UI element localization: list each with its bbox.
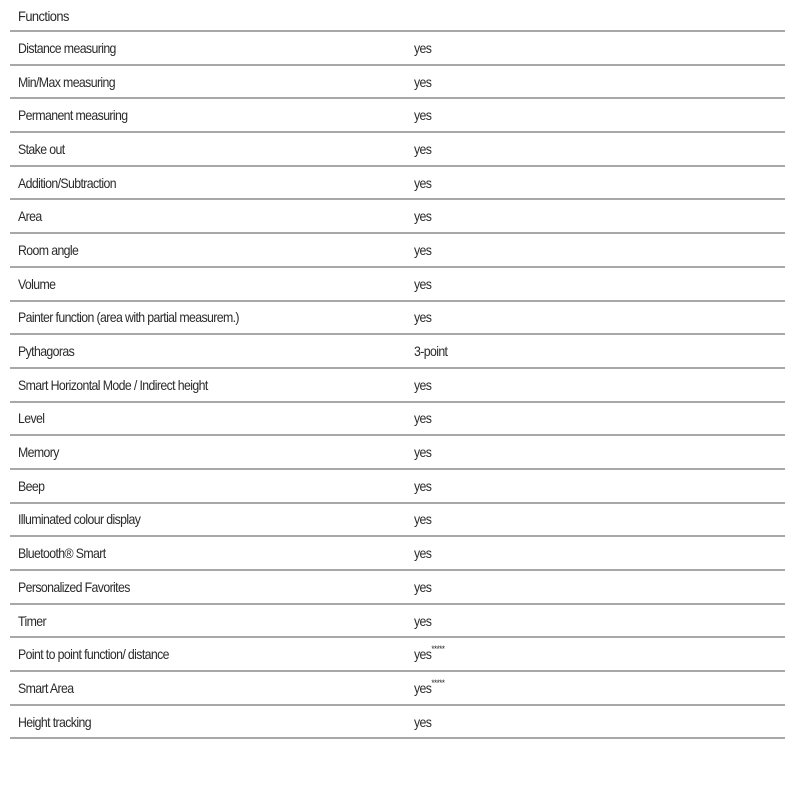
- function-value: yes: [414, 73, 432, 90]
- footnote-marker: *****: [431, 677, 445, 688]
- function-label: Memory: [18, 444, 59, 461]
- function-value-cell: [414, 672, 445, 704]
- function-label: Personalized Favorites: [18, 578, 130, 595]
- function-value-cell: [414, 268, 431, 300]
- function-value: yes: [414, 578, 432, 595]
- function-value-cell: [414, 32, 431, 64]
- section-title: Functions: [18, 8, 69, 24]
- function-value-cell: [414, 638, 445, 670]
- table-row: [10, 167, 785, 201]
- function-value: yes: [414, 545, 432, 562]
- table-row: [10, 605, 785, 639]
- function-value: yes: [414, 646, 432, 663]
- function-label: Timer: [18, 612, 46, 629]
- function-value-cell: [414, 470, 431, 502]
- function-value: yes: [414, 208, 432, 225]
- function-value-cell: [414, 537, 431, 569]
- table-row: [10, 672, 785, 706]
- function-value: yes: [414, 107, 432, 124]
- table-row: [10, 504, 785, 538]
- function-value: yes: [414, 679, 432, 696]
- table-row: [10, 470, 785, 504]
- function-value-cell: [414, 234, 431, 266]
- function-label: Smart Area: [18, 679, 74, 696]
- function-label: Painter function (area with partial measurem.): [18, 309, 239, 326]
- function-value-cell: [414, 335, 447, 367]
- function-value: yes: [414, 275, 432, 292]
- function-value-cell: [414, 133, 431, 165]
- function-value-cell: [414, 200, 431, 232]
- function-value-cell: [414, 302, 431, 334]
- functions-table: [10, 32, 785, 739]
- table-row: [10, 706, 785, 740]
- table-row: [10, 571, 785, 605]
- function-label: Smart Horizontal Mode / Indirect height: [18, 376, 208, 393]
- table-row: [10, 369, 785, 403]
- function-value: yes: [414, 477, 432, 494]
- function-value-cell: [414, 706, 431, 738]
- function-value-cell: [414, 369, 431, 401]
- function-value: yes: [414, 410, 432, 427]
- function-value-cell: [414, 436, 431, 468]
- table-row: [10, 200, 785, 234]
- function-value-cell: [414, 167, 431, 199]
- function-label: Min/Max measuring: [18, 73, 116, 90]
- table-row: [10, 66, 785, 100]
- function-value-cell: [414, 403, 431, 435]
- function-label: Illuminated colour display: [18, 511, 141, 528]
- function-label: Area: [18, 208, 42, 225]
- function-label: Addition/Subtraction: [18, 174, 116, 191]
- function-label: Height tracking: [18, 713, 91, 730]
- function-value-cell: [414, 99, 431, 131]
- table-row: [10, 335, 785, 369]
- function-value: yes: [414, 309, 432, 326]
- function-value: yes: [414, 376, 432, 393]
- function-value: yes: [414, 140, 432, 157]
- function-value-cell: [414, 504, 431, 536]
- function-value: yes: [414, 39, 432, 56]
- table-row: [10, 403, 785, 437]
- footnote-marker: *****: [431, 644, 445, 655]
- function-value-cell: [414, 571, 431, 603]
- function-value: yes: [414, 612, 432, 629]
- function-value-cell: [414, 605, 431, 637]
- function-value: yes: [414, 713, 432, 730]
- function-label: Level: [18, 410, 45, 427]
- table-row: [10, 268, 785, 302]
- table-row: [10, 32, 785, 66]
- function-label: Distance measuring: [18, 39, 116, 56]
- function-label: Point to point function/ distance: [18, 646, 169, 663]
- function-label: Beep: [18, 477, 45, 494]
- function-label: Bluetooth® Smart: [18, 545, 106, 562]
- table-row: [10, 99, 785, 133]
- table-row: [10, 133, 785, 167]
- function-label: Stake out: [18, 140, 65, 157]
- function-label: Permanent measuring: [18, 107, 128, 124]
- function-value: yes: [414, 241, 432, 258]
- function-value: 3-point: [414, 343, 448, 360]
- table-row: [10, 537, 785, 571]
- table-row: [10, 638, 785, 672]
- function-value-cell: [414, 66, 431, 98]
- table-row: [10, 302, 785, 336]
- table-row: [10, 436, 785, 470]
- function-value: yes: [414, 444, 432, 461]
- function-label: Pythagoras: [18, 343, 75, 360]
- function-value: yes: [414, 174, 432, 191]
- function-label: Room angle: [18, 241, 79, 258]
- function-label: Volume: [18, 275, 56, 292]
- function-value: yes: [414, 511, 432, 528]
- table-row: [10, 234, 785, 268]
